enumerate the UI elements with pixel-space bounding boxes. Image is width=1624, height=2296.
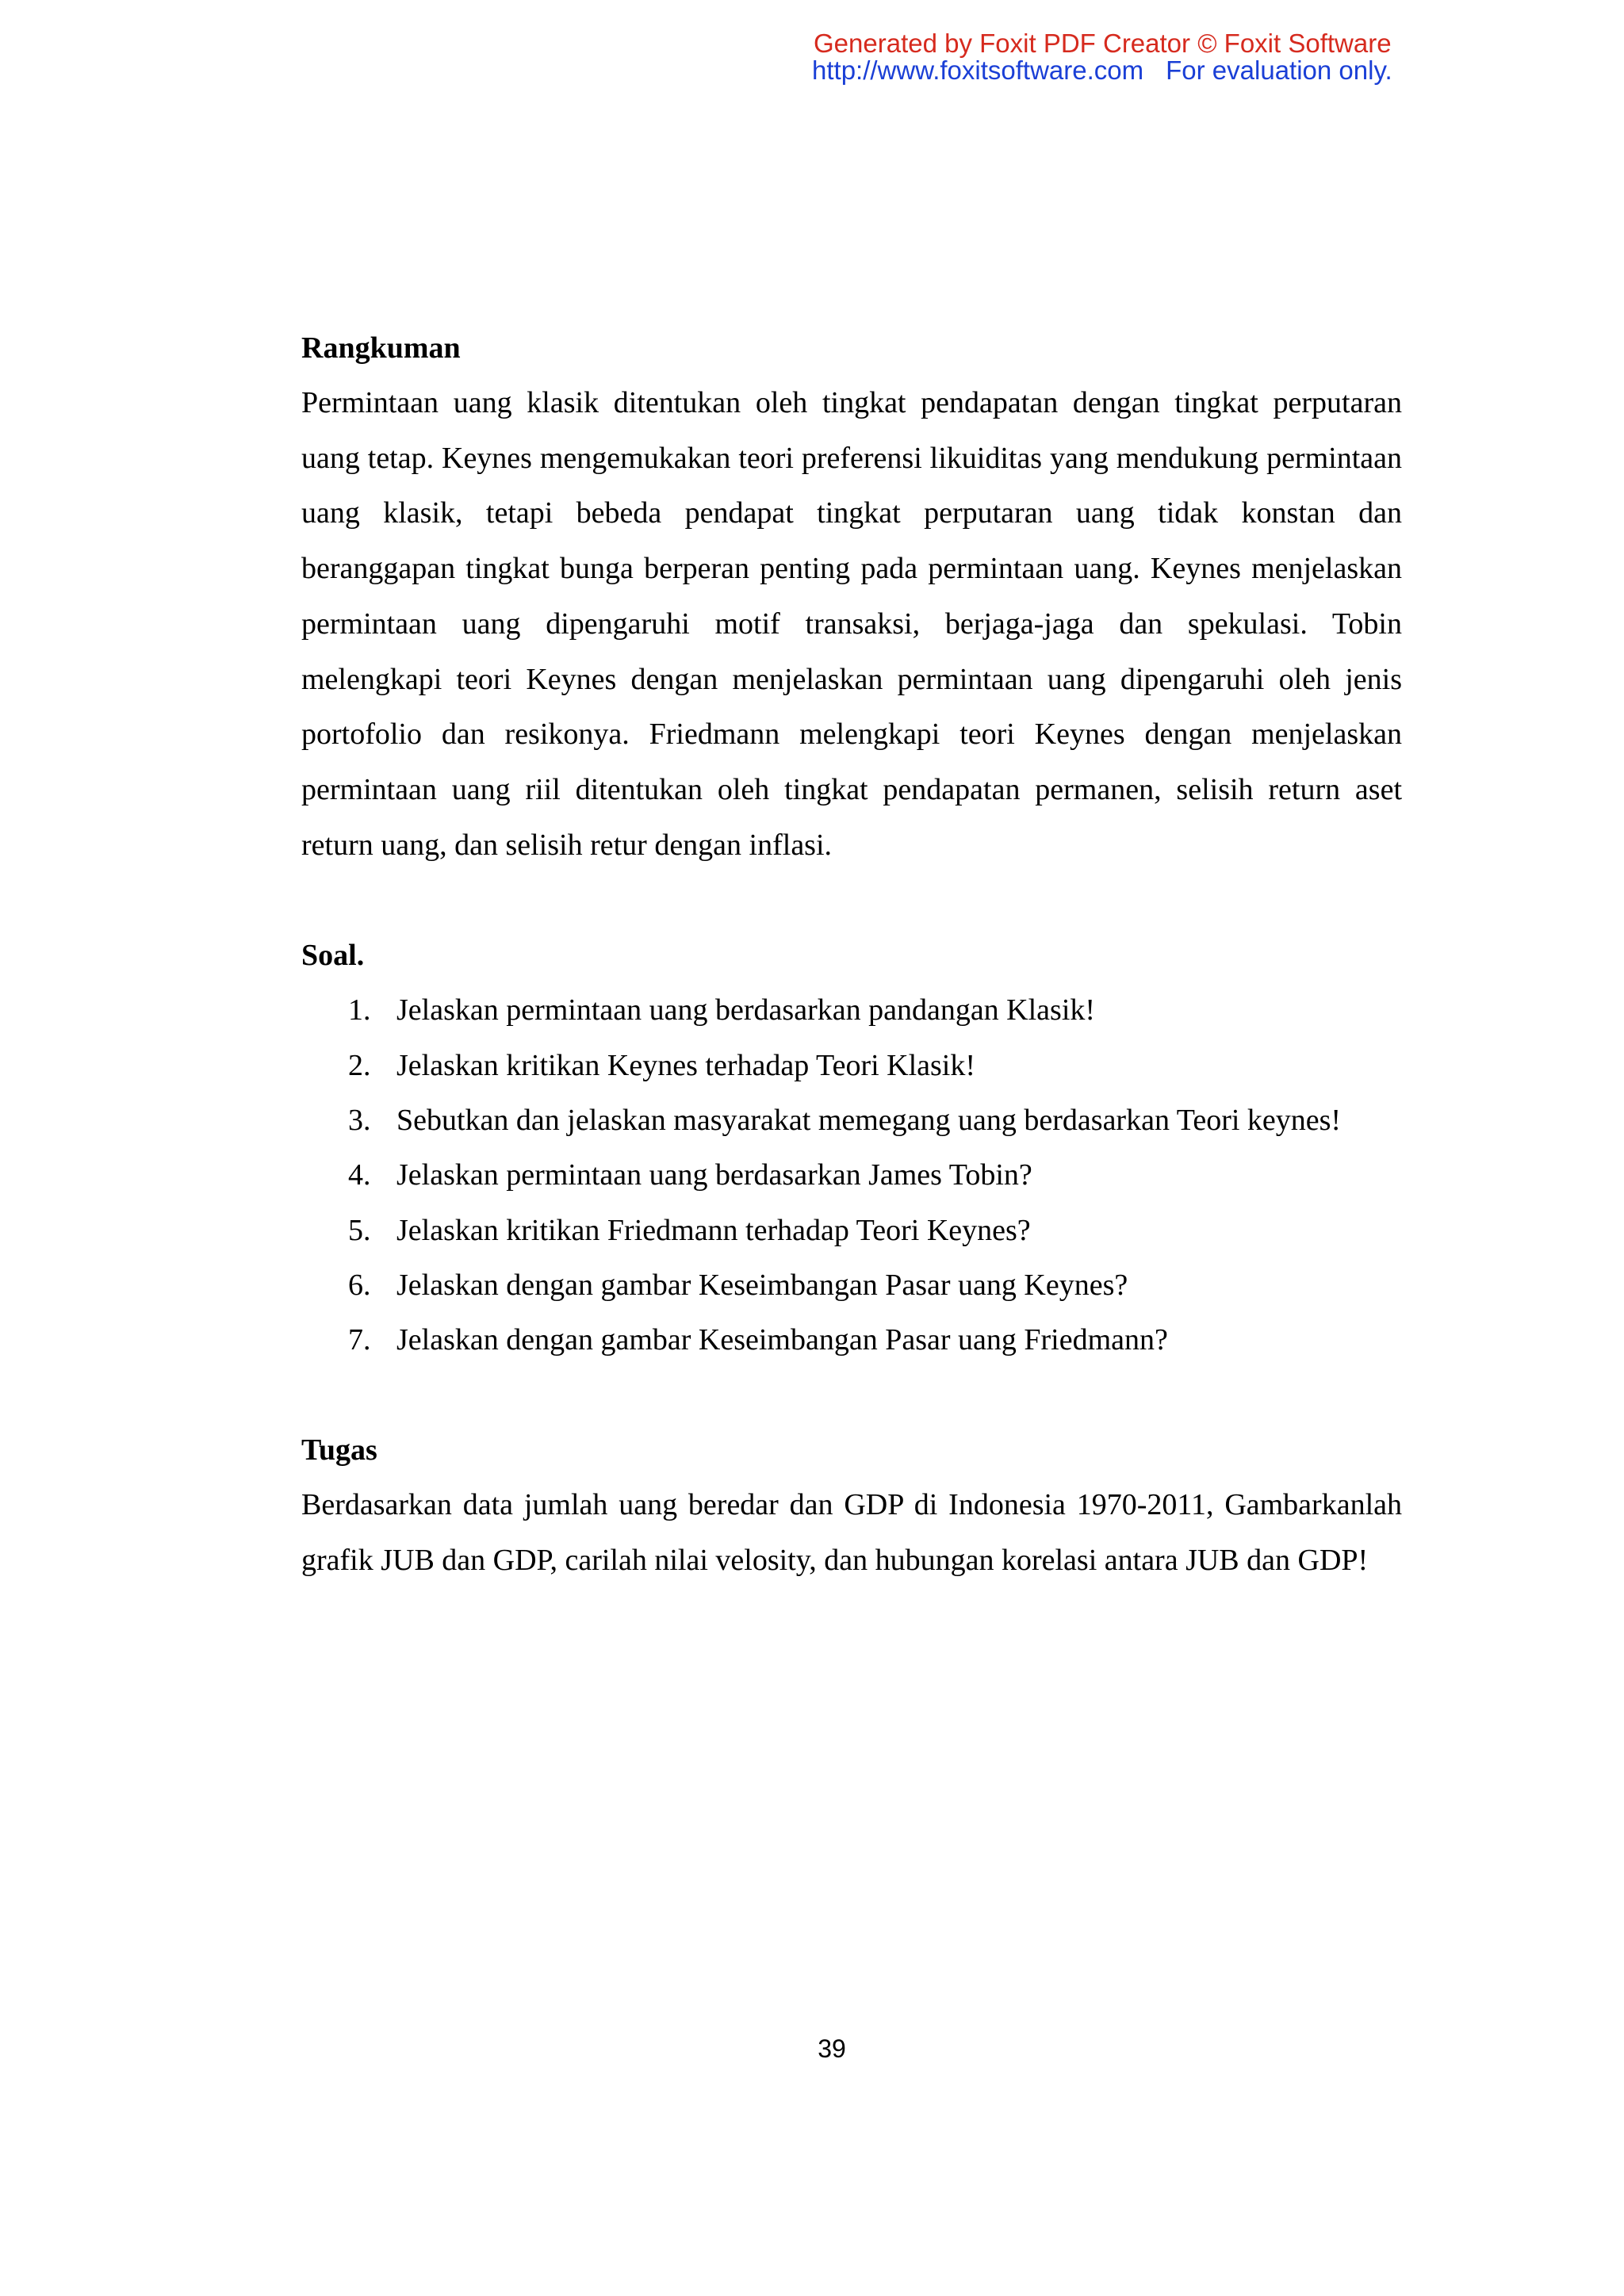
rangkuman-heading: Rangkuman: [301, 331, 461, 365]
tugas-paragraph: Berdasarkan data jumlah uang beredar dan GDP di Indonesia 1970-2011, Gambarkanlah grafik JUB dan GDP, carilah nilai velosity, dan hubungan korelasi antara JUB dan GDP!: [301, 1488, 1402, 1578]
page-number: 39: [818, 2034, 846, 2063]
page-content: [301, 320, 1402, 1589]
watermark-url[interactable]: http://www.foxitsoftware.com: [812, 55, 1144, 85]
question-text: Jelaskan dengan gambar Keseimbangan Pasar uang Keynes?: [396, 1268, 1128, 1302]
soal-heading: Soal.: [301, 939, 365, 973]
rangkuman-section: [301, 320, 1402, 873]
soal-section: [301, 928, 1402, 1368]
question-number: 2.: [348, 1048, 371, 1082]
question-item: [301, 1093, 1402, 1148]
question-item: [301, 983, 1402, 1038]
question-number: 1.: [348, 993, 371, 1027]
question-number: 7.: [348, 1323, 371, 1357]
question-number: 3.: [348, 1103, 371, 1137]
question-list: [301, 983, 1402, 1368]
question-number: 6.: [348, 1268, 371, 1302]
question-text: Jelaskan dengan gambar Keseimbangan Pasar uang Friedmann?: [396, 1323, 1168, 1357]
foxit-watermark: [812, 30, 1605, 84]
question-text: Jelaskan permintaan uang berdasarkan pandangan Klasik!: [396, 993, 1096, 1027]
question-item: [301, 1203, 1402, 1258]
question-number: 4.: [348, 1158, 371, 1192]
question-item: [301, 1148, 1402, 1203]
question-item: [301, 1313, 1402, 1368]
question-text: Jelaskan kritikan Friedmann terhadap Teori Keynes?: [396, 1213, 1031, 1247]
tugas-section: [301, 1422, 1402, 1588]
watermark-url-line: [812, 57, 1605, 84]
question-text: Jelaskan kritikan Keynes terhadap Teori Klasik!: [396, 1048, 976, 1082]
watermark-evaluation-note: For evaluation only.: [1166, 55, 1392, 85]
tugas-heading: Tugas: [301, 1433, 377, 1468]
question-item: [301, 1039, 1402, 1093]
question-text: Sebutkan dan jelaskan masyarakat memegang uang berdasarkan Teori keynes!: [396, 1103, 1342, 1137]
watermark-generated-by: Generated by Foxit PDF Creator © Foxit Software: [814, 29, 1392, 58]
question-number: 5.: [348, 1213, 371, 1247]
question-text: Jelaskan permintaan uang berdasarkan James Tobin?: [396, 1158, 1032, 1192]
rangkuman-paragraph: Permintaan uang klasik ditentukan oleh tingkat pendapatan dengan tingkat perputaran uang tetap. Keynes mengemukakan teori preferensi likuiditas yang mendukung permintaan uang klasik, tetapi bebeda pendapat tingkat perputaran uang tidak konstan dan beranggapan tingkat bunga berperan penting pada permintaan uang. Keynes menjelaskan permintaan uang dipengaruhi motif transaksi, berjaga-jaga dan spekulasi. Tobin melengkapi teori Keynes dengan menjelaskan permintaan uang dipengaruhi oleh jenis portofolio dan resikonya. Friedmann melengkapi teori Keynes dengan menjelaskan permintaan uang riil ditentukan oleh tingkat pendapatan permanen, selisih return aset return uang, dan selisih retur dengan inflasi.: [301, 386, 1402, 862]
question-item: [301, 1258, 1402, 1313]
